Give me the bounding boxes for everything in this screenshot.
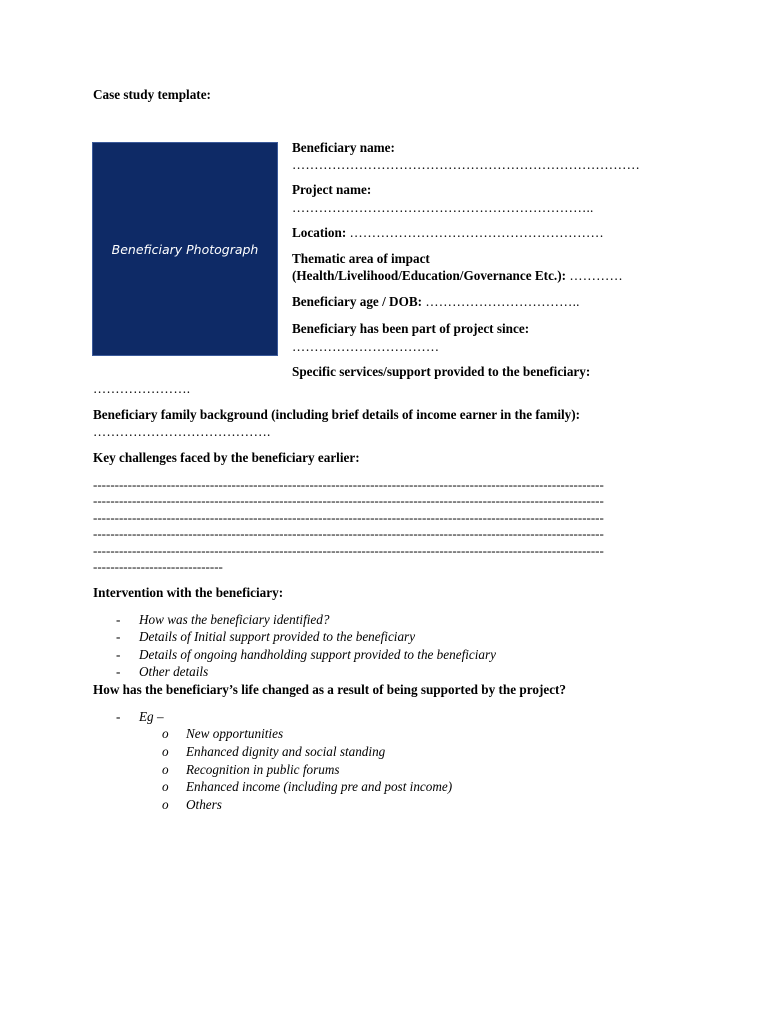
intervention-heading: Intervention with the beneficiary: [93, 585, 284, 600]
since-label: Beneficiary has been part of project since: [292, 321, 530, 336]
change-sub-item: Enhanced income (including pre and post income) [186, 779, 453, 794]
location-label: Location: [292, 225, 347, 240]
challenges-label: Key challenges faced by the beneficiary earlier: [93, 450, 360, 465]
sub-bullet-marker: o [162, 779, 169, 794]
photo-placeholder-label: Beneficiary Photograph [111, 241, 259, 257]
since-dots: …………………………… [292, 339, 440, 354]
family-dots: …………………………………. [93, 424, 271, 439]
thematic-label-line1: Thematic area of impact [292, 251, 430, 266]
change-sub-item: Recognition in public forums [186, 762, 340, 777]
challenge-line: ---------------------------------------------------------------------------------------------------------------------- [93, 543, 604, 558]
challenge-line: ---------------------------------------------------------------------------------------------------------------------- [93, 477, 604, 492]
challenge-line: ------------------------------ [93, 559, 223, 574]
bullet-marker: - [116, 664, 121, 679]
challenge-line: ---------------------------------------------------------------------------------------------------------------------- [93, 493, 604, 508]
challenge-line: ---------------------------------------------------------------------------------------------------------------------- [93, 526, 604, 541]
eg-label: Eg – [139, 709, 164, 724]
beneficiary-name-dots: …………………………………………………………………… [292, 157, 641, 172]
intervention-item: Other details [139, 664, 209, 679]
location-dots: ………………………………………………… [349, 225, 604, 240]
challenge-line: ---------------------------------------------------------------------------------------------------------------------- [93, 510, 604, 525]
services-dots: …………………. [93, 381, 191, 396]
project-name-dots: ………………………………………………………….. [292, 200, 594, 215]
intervention-item: Details of ongoing handholding support provided to the beneficiary [139, 647, 497, 662]
bullet-marker: - [116, 647, 121, 662]
bullet-marker: - [116, 629, 121, 644]
change-sub-item: Others [186, 797, 222, 812]
project-name-label: Project name: [292, 182, 372, 197]
location-row [292, 225, 604, 241]
intervention-item: How was the beneficiary identified? [139, 612, 330, 627]
age-row [292, 294, 580, 310]
sub-bullet-marker: o [162, 762, 169, 777]
bullet-marker: - [116, 612, 121, 627]
sub-bullet-marker: o [162, 797, 169, 812]
thematic-dots: ………… [569, 268, 623, 283]
beneficiary-name-label: Beneficiary name: [292, 140, 395, 155]
thematic-label-line2: (Health/Livelihood/Education/Governance Etc.): [292, 268, 567, 283]
life-change-heading: How has the beneficiary’s life changed as a result of being supported by the project? [93, 682, 567, 697]
page-title: Case study template: [93, 87, 211, 102]
intervention-item: Details of Initial support provided to the beneficiary [139, 629, 416, 644]
bullet-marker: - [116, 709, 121, 724]
age-label: Beneficiary age / DOB: [292, 294, 423, 309]
family-label: Beneficiary family background (including brief details of income earner in the family): [93, 407, 581, 422]
thematic-row [292, 268, 623, 284]
sub-bullet-marker: o [162, 726, 169, 741]
change-sub-item: Enhanced dignity and social standing [186, 744, 386, 759]
age-dots: …………………………….. [425, 294, 580, 309]
beneficiary-photo-placeholder [92, 142, 278, 356]
change-sub-item: New opportunities [186, 726, 284, 741]
services-label: Specific services/support provided to the beneficiary: [292, 364, 591, 379]
sub-bullet-marker: o [162, 744, 169, 759]
